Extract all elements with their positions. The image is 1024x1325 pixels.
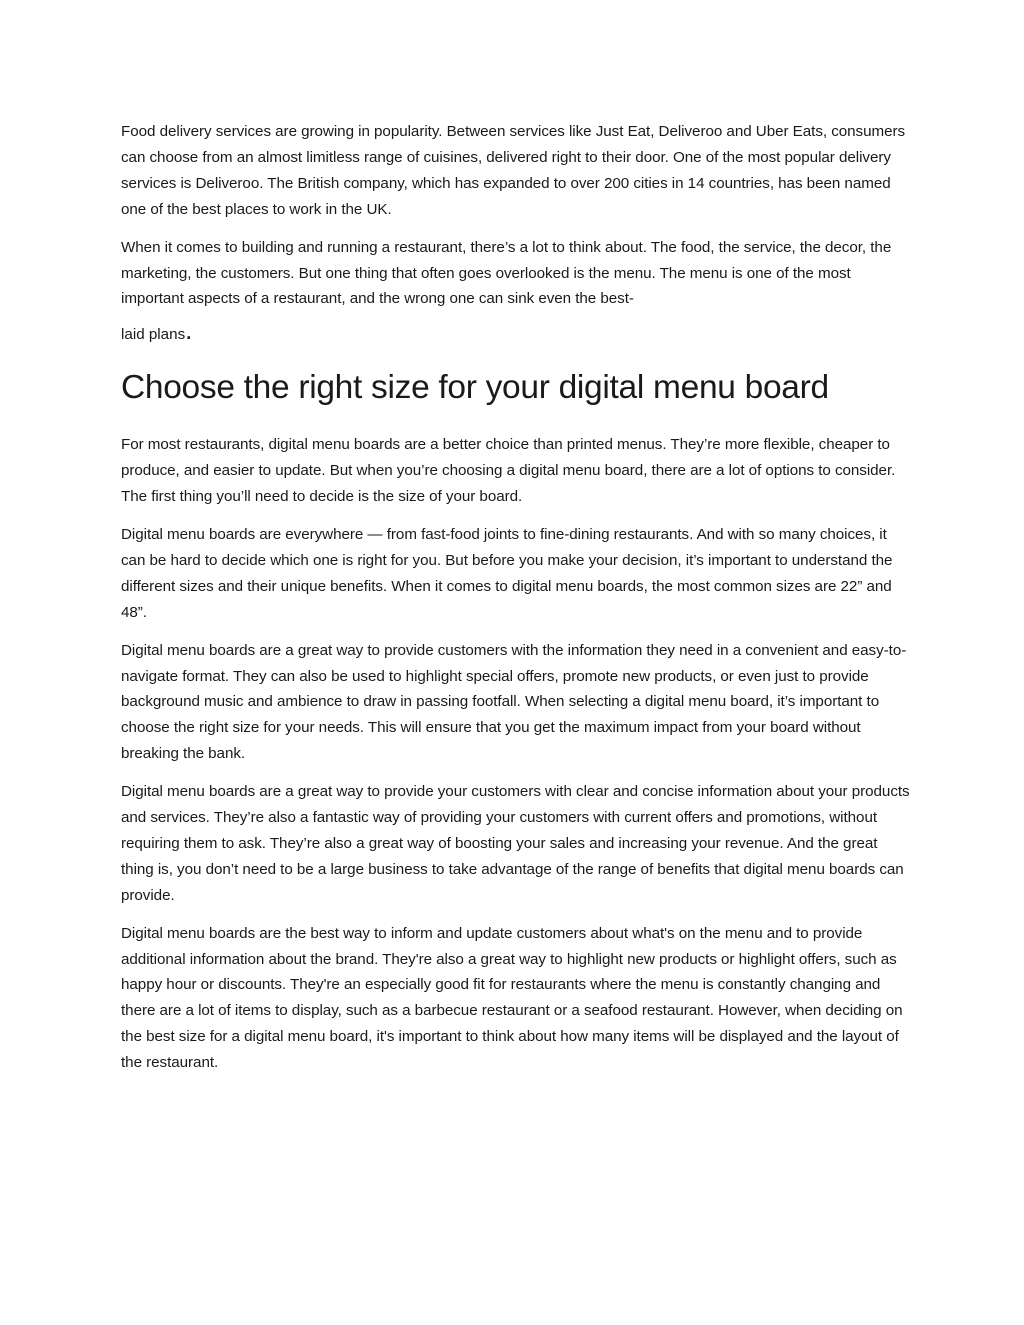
section-paragraph-4: Digital menu boards are a great way to provide your customers with clear and concise information about your products and services. They’re also a fantastic way of providing your customers with current offers and promotions, without requiring them to ask. They’re also a great way of boosting your sales and increasing your revenue. And the great thing is, you don’t need to be a large business to take advantage of the range of benefits that digital menu boards can provide.	[121, 783, 910, 904]
section-paragraph-3: Digital menu boards are a great way to provide customers with the information they need in a convenient and easy-to-navigate format. They can also be used to highlight special offers, promote new products, or even just to provide background music and ambience to draw in passing footfall. When selecting a digital menu board, it’s important to choose the right size for your needs. This will ensure that you get the maximum impact from your board without breaking the bank.	[121, 641, 907, 763]
intro-paragraph-2-end-punct: .	[185, 315, 193, 346]
intro-paragraph-2-end-text: laid plans	[121, 326, 186, 344]
intro-paragraph-2: When it comes to building and running a restaurant, there’s a lot to think about. The food, the service, the decor, the marketing, the customers. But one thing that often goes overlooked is the menu. The menu is one of the most important aspects of a restaurant, and the wrong one can sink even the best-	[121, 238, 892, 308]
document-page	[121, 119, 911, 1088]
section-paragraph-2: Digital menu boards are everywhere — from fast-food joints to fine-dining restaurants. And with so many choices, it can be hard to decide which one is right for you. But before you make your decision, it’s important to understand the different sizes and their unique benefits. When it comes to digital menu boards, the most common sizes are 22” and 48”.	[121, 525, 893, 621]
section-paragraph-5: Digital menu boards are the best way to inform and update customers about what's on the menu and to provide additional information about the brand. They're also a great way to highlight new products or highlight offers, such as happy hour or discounts. They're an especially good fit for restaurants where the menu is constantly changing and there are a lot of items to display, such as a barbecue restaurant or a seafood restaurant. However, when deciding on the best size for a digital menu board, it's important to think about how many items will be displayed and the layout of the restaurant.	[121, 924, 903, 1072]
section-heading: Choose the right size for your digital menu board	[121, 369, 829, 407]
intro-paragraph-2-end	[121, 315, 911, 348]
intro-paragraph-1: Food delivery services are growing in popularity. Between services like Just Eat, Deliveroo and Uber Eats, consumers can choose from an almost limitless range of cuisines, delivered right to their door. One of the most popular delivery services is Deliveroo. The British company, which has expanded to over 200 cities in 14 countries, has been named one of the best places to work in the UK.	[121, 123, 906, 218]
section-paragraph-1: For most restaurants, digital menu boards are a better choice than printed menus. They’re more flexible, cheaper to produce, and easier to update. But when you’re choosing a digital menu board, there are a lot of options to consider. The first thing you’ll need to decide is the size of your board.	[121, 436, 896, 506]
